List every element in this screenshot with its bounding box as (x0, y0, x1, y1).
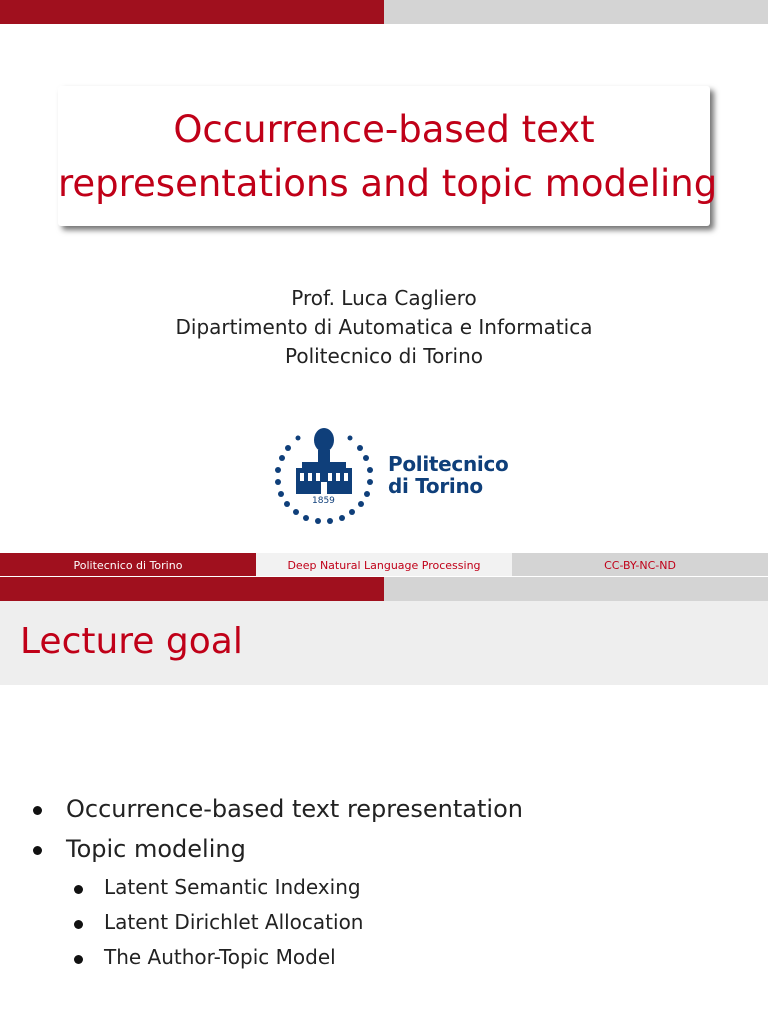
sub-bullet-dot (74, 920, 83, 929)
sub-bullet-dot (74, 885, 83, 894)
footer-left: Politecnico di Torino (0, 553, 256, 576)
sub-bullet-dot (74, 955, 83, 964)
bullet-item: Topic modeling (66, 835, 246, 863)
slide-title-line2: representations and topic modeling (58, 162, 718, 205)
logo-year: 1859 (312, 496, 335, 506)
slide2-top-bar-red (0, 577, 384, 601)
title-box (58, 86, 718, 226)
slide2-heading: Lecture goal (20, 621, 243, 662)
sub-bullet-item: Latent Dirichlet Allocation (104, 910, 364, 934)
logo-text (388, 453, 508, 497)
footer-bar (0, 553, 768, 576)
footer-center: Deep Natural Language Processing (256, 553, 512, 576)
slide2-header (0, 601, 768, 685)
bullet-item: Occurrence-based text representation (66, 795, 523, 823)
bullet-dot (33, 806, 42, 815)
department: Dipartimento di Automatica e Informatica (175, 315, 593, 339)
author-name: Prof. Luca Cagliero (291, 286, 477, 310)
slide-title-line1: Occurrence-based text (173, 108, 595, 151)
top-bar-grey (384, 0, 768, 24)
logo-line1: Politecnico (388, 452, 509, 476)
sub-bullet-item: Latent Semantic Indexing (104, 875, 361, 899)
sub-bullet-item: The Author-Topic Model (104, 945, 336, 969)
top-bar-red (0, 0, 384, 24)
slide2-top-bar-grey (384, 577, 768, 601)
institution: Politecnico di Torino (284, 344, 484, 368)
logo-line2: di Torino (388, 474, 483, 498)
bullet-dot (33, 846, 42, 855)
footer-right: CC-BY-NC-ND (512, 553, 768, 576)
